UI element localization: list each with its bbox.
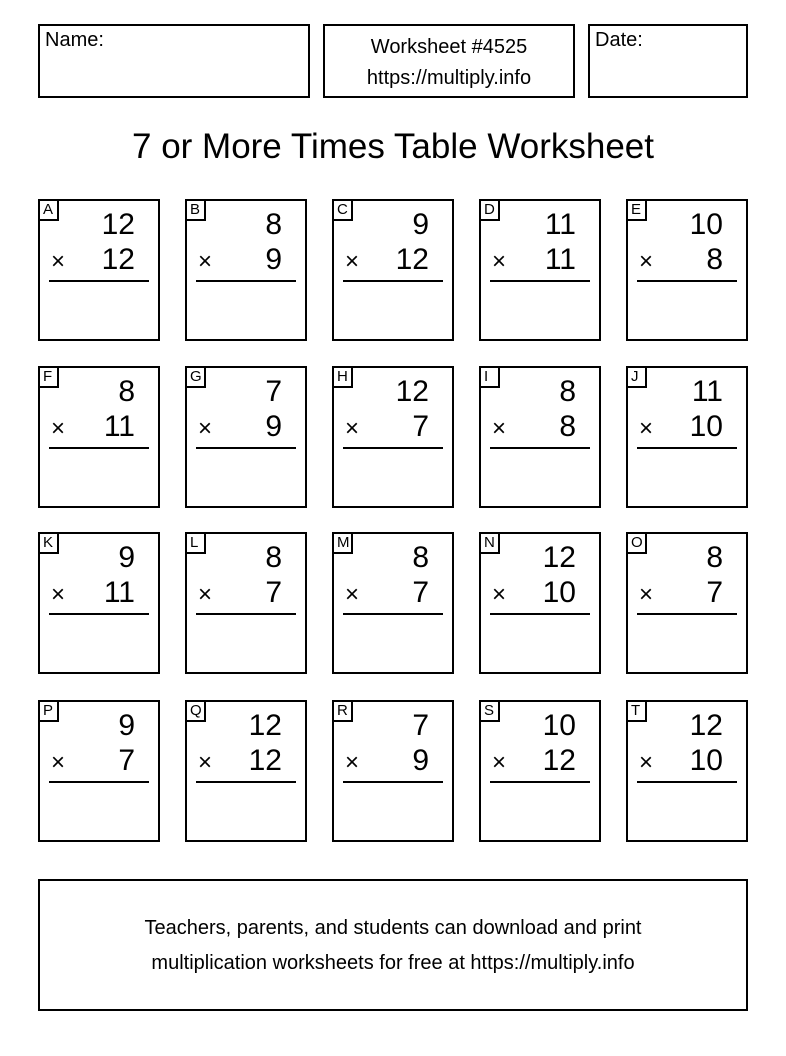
multiplicand: 9 [118,709,135,742]
multiplicand: 7 [265,375,282,408]
multiplicand: 11 [544,208,576,241]
answer-line [343,280,443,282]
multiplicand: 8 [265,541,282,574]
multiplier: 10 [689,410,723,443]
times-sign: × [639,581,654,608]
footer-line-2: multiplication worksheets for free at https://multiply.info [151,952,635,974]
times-sign: × [345,749,360,776]
problem-e [626,199,748,341]
problem-letter: L [185,532,206,554]
times-sign: × [51,415,66,442]
multiplicand: 12 [395,375,429,408]
footer-line-1: Teachers, parents, and students can download and print [144,917,642,939]
answer-line [343,781,443,783]
times-sign: × [198,749,213,776]
problem-g [185,366,307,508]
name-label: Name: [45,29,104,51]
problem-b [185,199,307,341]
multiplier: 7 [412,410,429,443]
answer-line [343,447,443,449]
problem-letter: F [38,366,59,388]
problem-letter: M [332,532,353,554]
multiplier: 9 [265,410,282,443]
times-sign: × [492,248,507,275]
multiplicand: 8 [412,541,429,574]
answer-line [49,447,149,449]
times-sign: × [639,749,654,776]
times-sign: × [345,415,360,442]
times-sign: × [492,749,507,776]
problem-letter: T [626,700,647,722]
problem-letter: E [626,199,647,221]
footer-box [38,879,748,1011]
times-sign: × [51,749,66,776]
page-title: 7 or More Times Table Worksheet [132,127,654,166]
problem-q [185,700,307,842]
problem-letter: S [479,700,500,722]
answer-line [637,781,737,783]
answer-line [637,447,737,449]
worksheet-url: https://multiply.info [366,67,532,89]
answer-line [490,613,590,615]
multiplier: 7 [265,576,282,609]
multiplicand: 8 [559,375,576,408]
problem-p [38,700,160,842]
multiplicand: 7 [412,709,429,742]
problem-letter: D [479,199,500,221]
times-sign: × [198,581,213,608]
multiplier: 12 [395,243,429,276]
answer-line [196,781,296,783]
problem-l [185,532,307,674]
multiplicand: 9 [412,208,429,241]
problem-letter: I [479,366,500,388]
answer-line [196,613,296,615]
multiplicand: 10 [542,709,576,742]
multiplier: 10 [689,744,723,777]
multiplicand: 10 [689,208,723,241]
answer-line [196,280,296,282]
problem-i [479,366,601,508]
answer-line [49,613,149,615]
multiplier: 11 [103,410,135,443]
multiplier: 9 [412,744,429,777]
multiplier: 8 [706,243,723,276]
problem-j [626,366,748,508]
problem-letter: J [626,366,647,388]
times-sign: × [639,415,654,442]
answer-line [490,280,590,282]
answer-line [490,447,590,449]
problem-s [479,700,601,842]
times-sign: × [198,248,213,275]
multiplicand: 12 [542,541,576,574]
multiplier: 9 [265,243,282,276]
multiplier: 8 [559,410,576,443]
multiplier: 11 [544,243,576,276]
multiplicand: 8 [706,541,723,574]
problem-letter: O [626,532,647,554]
problem-letter: B [185,199,206,221]
problem-r [332,700,454,842]
problem-n [479,532,601,674]
problem-a [38,199,160,341]
times-sign: × [492,415,507,442]
multiplier: 7 [706,576,723,609]
times-sign: × [51,248,66,275]
problem-letter: A [38,199,59,221]
multiplicand: 9 [118,541,135,574]
problem-letter: R [332,700,353,722]
problem-letter: C [332,199,353,221]
multiplier: 10 [542,576,576,609]
multiplier: 7 [118,744,135,777]
multiplicand: 12 [101,208,135,241]
answer-line [637,613,737,615]
problem-f [38,366,160,508]
problem-d [479,199,601,341]
problem-letter: P [38,700,59,722]
problem-t [626,700,748,842]
multiplicand: 12 [689,709,723,742]
times-sign: × [639,248,654,275]
multiplicand: 8 [265,208,282,241]
times-sign: × [345,248,360,275]
answer-line [343,613,443,615]
problem-letter: K [38,532,59,554]
times-sign: × [198,415,213,442]
multiplier: 12 [542,744,576,777]
multiplier: 7 [412,576,429,609]
problem-letter: N [479,532,500,554]
worksheet-number: Worksheet #4525 [370,36,528,58]
answer-line [637,280,737,282]
multiplier: 12 [248,744,282,777]
problem-k [38,532,160,674]
problem-letter: H [332,366,353,388]
multiplicand: 12 [248,709,282,742]
problem-letter: G [185,366,206,388]
date-label: Date: [595,29,643,51]
multiplier: 11 [103,576,135,609]
problem-c [332,199,454,341]
times-sign: × [492,581,507,608]
answer-line [196,447,296,449]
problem-m [332,532,454,674]
multiplicand: 11 [691,375,723,408]
answer-line [49,781,149,783]
answer-line [49,280,149,282]
multiplier: 12 [101,243,135,276]
times-sign: × [345,581,360,608]
answer-line [490,781,590,783]
problem-o [626,532,748,674]
problem-h [332,366,454,508]
times-sign: × [51,581,66,608]
multiplicand: 8 [118,375,135,408]
problem-letter: Q [185,700,206,722]
